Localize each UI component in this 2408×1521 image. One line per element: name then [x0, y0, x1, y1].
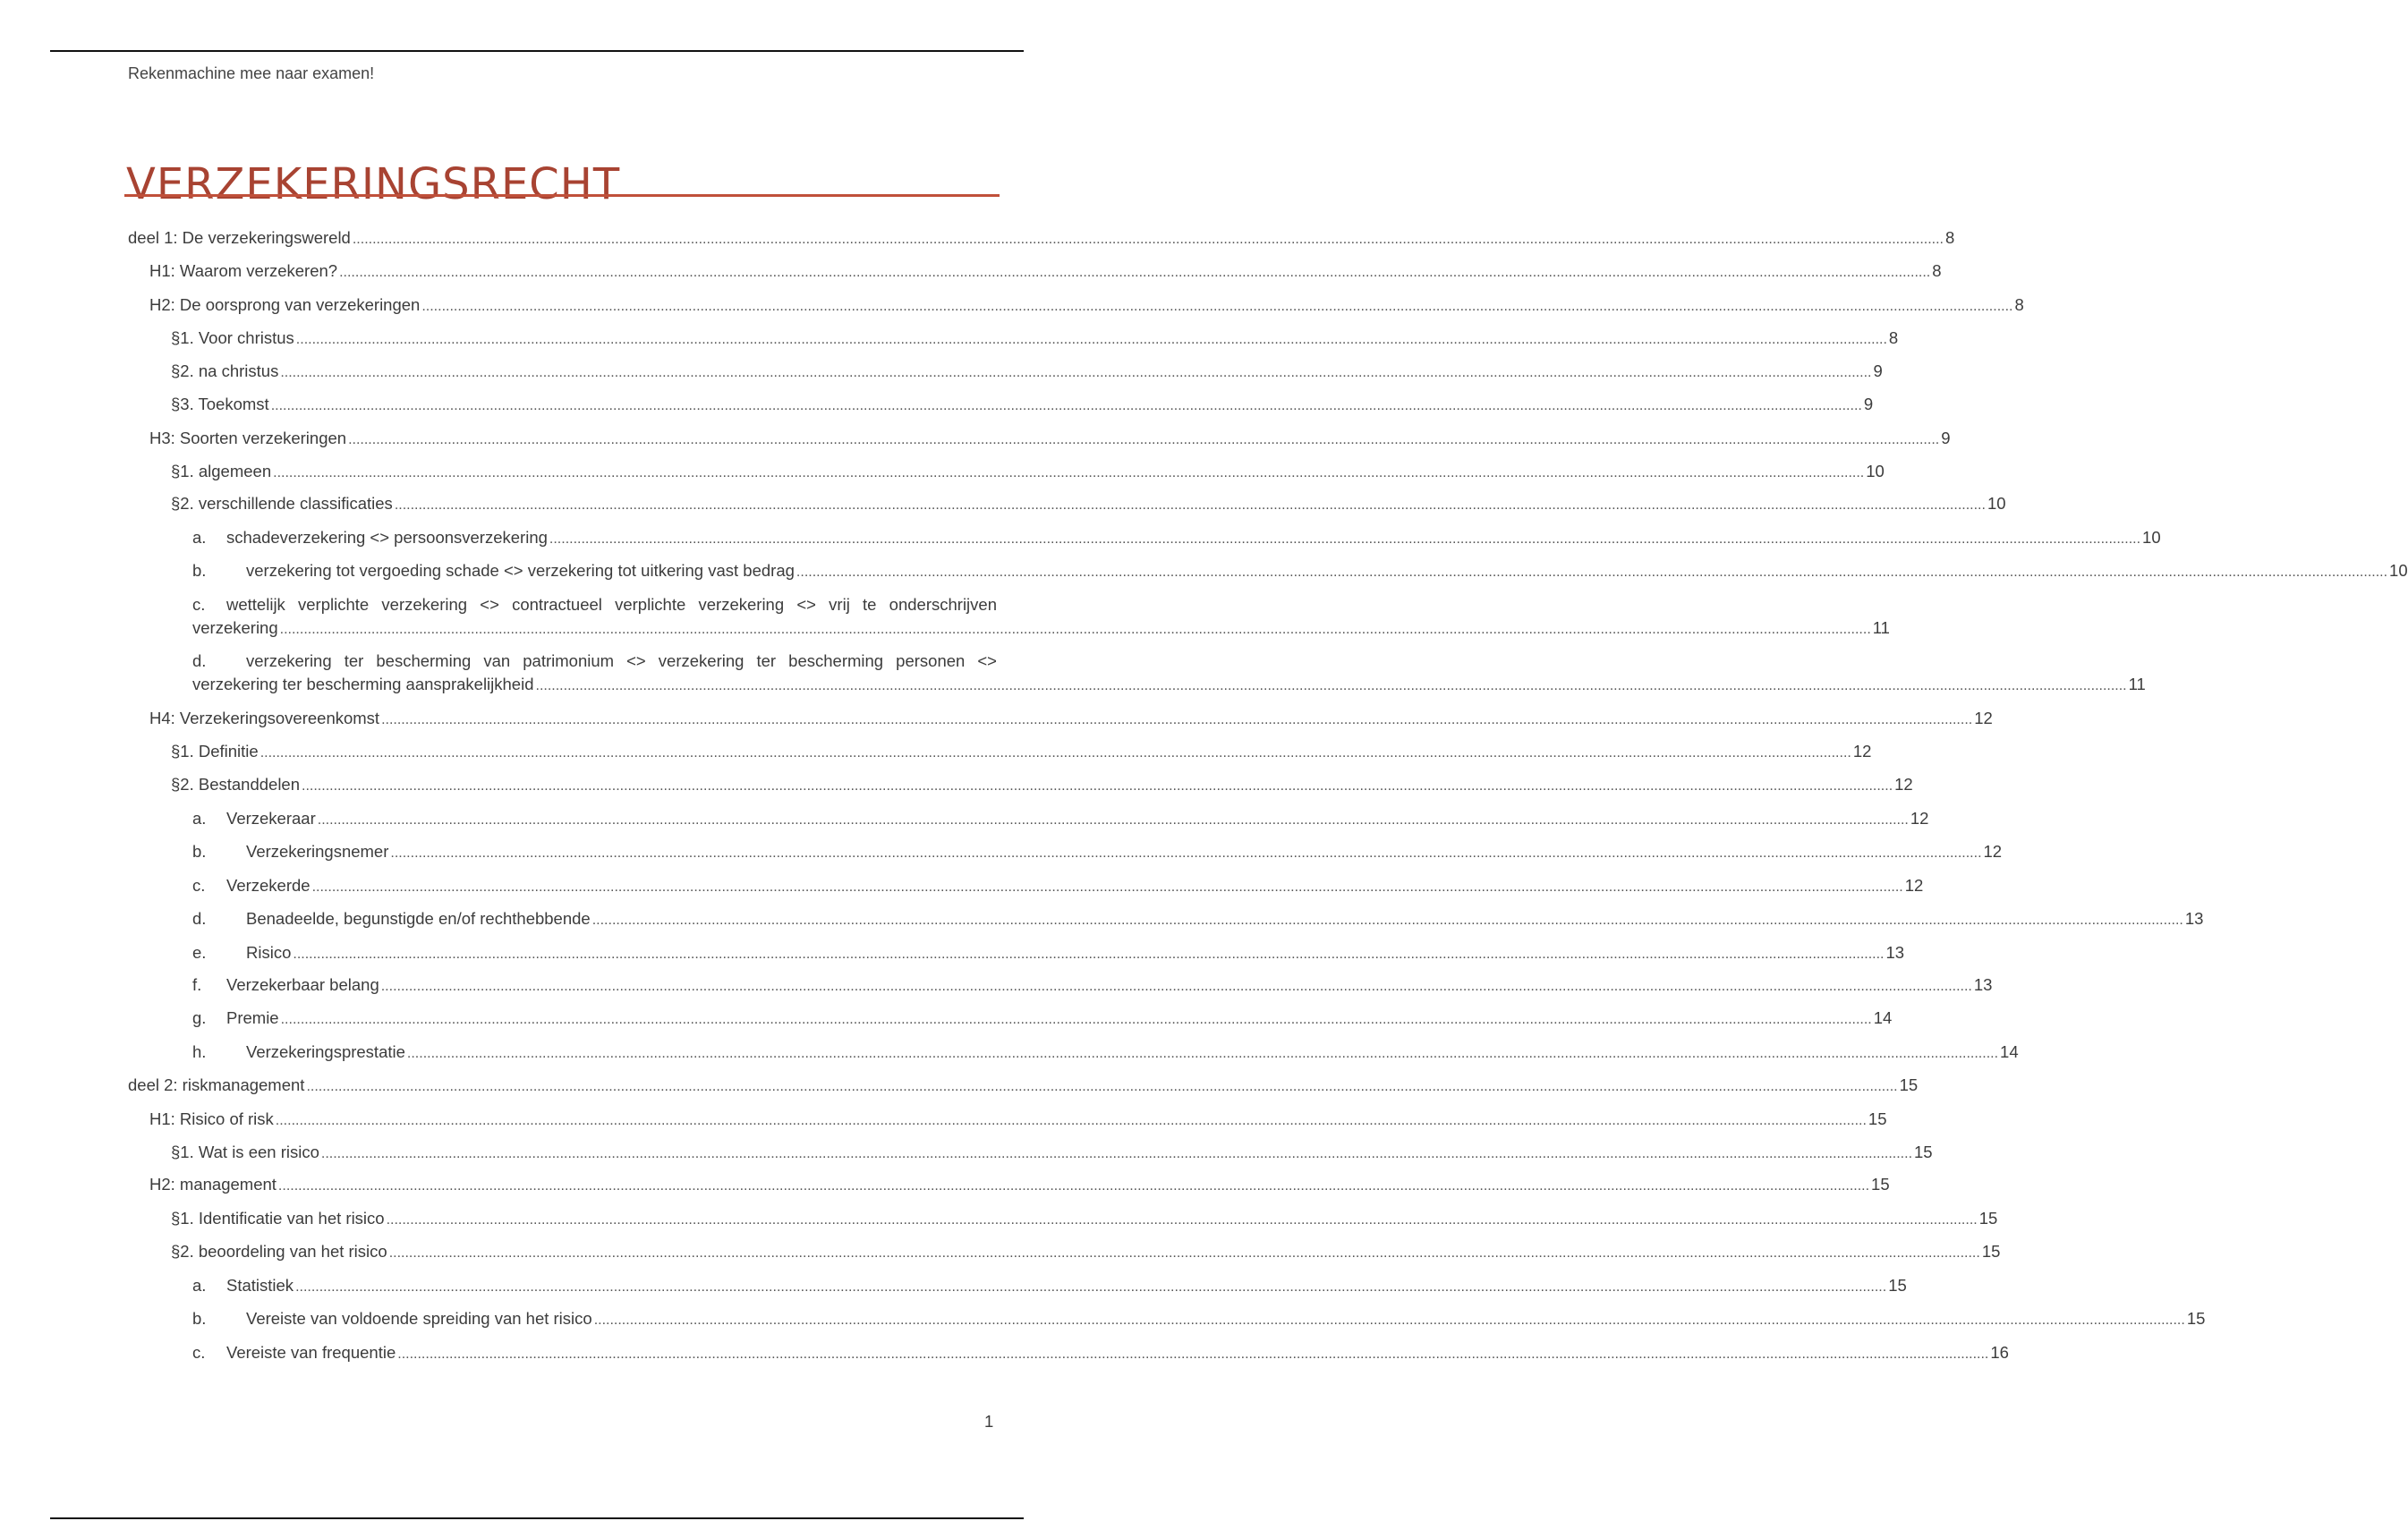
toc-label: §2. verschillende classificaties — [171, 494, 393, 513]
toc-leader: ................................................................................................................................................................................................................................................................................................................................................................................................................ — [388, 1245, 1980, 1261]
toc-label: §1. algemeen — [171, 462, 272, 480]
toc-leader: ................................................................................................................................................................................................................................................................................................................................................................................................................ — [397, 1347, 1989, 1362]
toc-entry[interactable] — [192, 941, 1905, 964]
toc-entry[interactable] — [171, 1207, 1998, 1230]
toc-page: 15 — [1868, 1109, 1887, 1128]
toc-label: H4: Verzekeringsovereenkomst — [149, 709, 380, 727]
toc-entry[interactable] — [171, 1141, 1933, 1164]
toc-entry[interactable] — [171, 327, 1899, 350]
toc-entry[interactable] — [149, 259, 1942, 283]
toc-page: 10 — [1987, 494, 2006, 513]
toc-page: 15 — [1981, 1242, 2001, 1261]
toc-label: Verzekeraar — [226, 809, 316, 828]
toc-label: H1: Waarom verzekeren? — [149, 261, 338, 280]
toc-entry[interactable] — [171, 1240, 2001, 1263]
toc-line-2 — [192, 616, 1890, 640]
toc-page: 10 — [2389, 561, 2408, 580]
toc-leader: ................................................................................................................................................................................................................................................................................................................................................................................................................ — [386, 1212, 1978, 1228]
toc-leader: ................................................................................................................................................................................................................................................................................................................................................................................................................ — [549, 531, 2141, 547]
toc-page: 12 — [1910, 809, 1929, 828]
toc-leader: ................................................................................................................................................................................................................................................................................................................................................................................................................ — [260, 745, 1851, 760]
toc-label: verzekering tot vergoeding schade <> verzekering tot uitkering vast bedrag — [246, 561, 795, 580]
toc-label: H1: Risico of risk — [149, 1109, 274, 1128]
toc-page: 12 — [1974, 709, 1993, 727]
toc-entry[interactable] — [171, 393, 1874, 416]
toc-page: 15 — [1888, 1276, 1907, 1295]
toc-line-2 — [192, 673, 2146, 696]
toc-leader: ................................................................................................................................................................................................................................................................................................................................................................................................................ — [273, 465, 1865, 480]
toc-label: §2. na christus — [171, 361, 279, 380]
toc-marker: c. — [192, 595, 206, 614]
toc-label: §1. Identificatie van het risico — [171, 1209, 385, 1228]
toc-page: 12 — [1894, 775, 1913, 794]
toc-leader: ................................................................................................................................................................................................................................................................................................................................................................................................................ — [293, 947, 1885, 962]
toc-entry[interactable] — [149, 293, 2024, 317]
toc-leader: ................................................................................................................................................................................................................................................................................................................................................................................................................ — [295, 1279, 1887, 1295]
toc-entry[interactable] — [149, 1108, 1887, 1131]
toc-leader: ................................................................................................................................................................................................................................................................................................................................................................................................................ — [591, 913, 2183, 928]
toc-entry[interactable] — [192, 840, 2003, 863]
toc-label-line2: verzekering — [192, 618, 278, 637]
toc-label: deel 1: De verzekeringswereld — [128, 228, 351, 247]
toc-leader: ................................................................................................................................................................................................................................................................................................................................................................................................................ — [280, 1012, 1872, 1027]
toc-page: 12 — [1904, 876, 1924, 895]
toc-page: 11 — [2128, 675, 2146, 693]
toc-label: schadeverzekering <> persoonsverzekering — [226, 528, 548, 547]
toc-label: §3. Toekomst — [171, 395, 269, 413]
toc-entry[interactable] — [171, 773, 1913, 796]
toc-marker: b. — [192, 842, 207, 861]
toc-entry[interactable] — [192, 1274, 1907, 1297]
toc-entry[interactable] — [149, 1173, 1890, 1196]
toc-leader: ................................................................................................................................................................................................................................................................................................................................................................................................................ — [352, 232, 1944, 247]
toc-page: 15 — [1871, 1175, 1890, 1194]
toc-leader: ................................................................................................................................................................................................................................................................................................................................................................................................................ — [348, 432, 1940, 447]
toc-page: 13 — [1973, 975, 1993, 994]
toc-page: 9 — [1873, 361, 1883, 380]
toc-leader: ................................................................................................................................................................................................................................................................................................................................................................................................................ — [279, 622, 1871, 637]
toc-label: deel 2: riskmanagement — [128, 1075, 305, 1094]
toc-page: 14 — [1873, 1008, 1893, 1027]
toc-label: Risico — [246, 943, 292, 962]
document-title: VERZEKERINGSRECHT — [126, 159, 621, 210]
toc-entry[interactable] — [192, 559, 2408, 582]
toc-leader: ................................................................................................................................................................................................................................................................................................................................................................................................................ — [277, 1178, 1870, 1194]
toc-page: 8 — [1888, 328, 1899, 347]
toc-label: §2. Bestanddelen — [171, 775, 301, 794]
toc-label: §1. Voor christus — [171, 328, 294, 347]
toc-marker: h. — [192, 1042, 207, 1061]
toc-page: 9 — [1941, 429, 1951, 447]
toc-leader: ................................................................................................................................................................................................................................................................................................................................................................................................................ — [306, 1079, 1898, 1094]
toc-page: 14 — [2000, 1042, 2019, 1061]
toc-page: 8 — [1932, 261, 1942, 280]
toc-entry[interactable] — [171, 360, 1883, 383]
toc-page: 13 — [1885, 943, 1905, 962]
toc-label: Verzekeringsprestatie — [246, 1042, 405, 1061]
bottom-border — [50, 1517, 1024, 1519]
toc-leader: ................................................................................................................................................................................................................................................................................................................................................................................................................ — [275, 1113, 1867, 1128]
toc-entry[interactable] — [192, 807, 1929, 830]
toc-page: 12 — [1852, 742, 1872, 760]
toc-marker: a. — [192, 809, 207, 828]
toc-marker: c. — [192, 1343, 206, 1362]
toc-entry[interactable] — [192, 907, 2204, 930]
toc-leader: ................................................................................................................................................................................................................................................................................................................................................................................................................ — [302, 778, 1893, 794]
toc-leader: ................................................................................................................................................................................................................................................................................................................................................................................................................ — [406, 1046, 1999, 1061]
toc-leader: ................................................................................................................................................................................................................................................................................................................................................................................................................ — [270, 398, 1862, 413]
toc-label: Benadeelde, begunstigde en/of rechthebbende — [246, 909, 591, 928]
toc-line-1 — [192, 593, 997, 616]
toc-leader: ................................................................................................................................................................................................................................................................................................................................................................................................................ — [796, 565, 2388, 580]
toc-leader: ................................................................................................................................................................................................................................................................................................................................................................................................................ — [339, 265, 1931, 280]
toc-entry[interactable] — [192, 874, 1924, 897]
toc-leader: ................................................................................................................................................................................................................................................................................................................................................................................................................ — [394, 497, 1986, 513]
toc-marker: d. — [192, 651, 207, 670]
toc-page: 16 — [1990, 1343, 2009, 1362]
toc-leader: ................................................................................................................................................................................................................................................................................................................................................................................................................ — [311, 879, 1903, 895]
toc-label-line1: verzekering ter bescherming van patrimonium <> verzekering ter bescherming personen <> — [246, 651, 997, 670]
toc-line-1 — [192, 650, 997, 673]
toc-label: Vereiste van voldoende spreiding van het risico — [246, 1309, 592, 1328]
toc-entry[interactable] — [192, 973, 1993, 997]
toc-label: §1. Wat is een risico — [171, 1143, 319, 1161]
toc-leader: ................................................................................................................................................................................................................................................................................................................................................................................................................ — [380, 979, 1972, 994]
toc-entry[interactable] — [192, 1007, 1893, 1030]
toc-entry-multiline[interactable] — [192, 650, 2146, 696]
toc-label: §1. Definitie — [171, 742, 259, 760]
toc-leader: ................................................................................................................................................................................................................................................................................................................................................................................................................ — [390, 845, 1982, 861]
toc-marker: b. — [192, 1309, 207, 1328]
toc-entry[interactable] — [171, 492, 2006, 515]
toc-leader: ................................................................................................................................................................................................................................................................................................................................................................................................................ — [280, 365, 1872, 380]
toc-entry[interactable] — [171, 740, 1872, 763]
toc-marker: b. — [192, 561, 207, 580]
toc-page: 8 — [2014, 295, 2024, 314]
toc-leader: ................................................................................................................................................................................................................................................................................................................................................................................................................ — [381, 712, 1973, 727]
toc-page: 9 — [1863, 395, 1874, 413]
toc-label: H2: De oorsprong van verzekeringen — [149, 295, 421, 314]
toc-label: §2. beoordeling van het risico — [171, 1242, 387, 1261]
toc-entry-multiline[interactable] — [192, 593, 1890, 640]
header-note: Rekenmachine mee naar examen! — [128, 64, 375, 82]
toc-page: 15 — [1978, 1209, 1998, 1228]
toc-label: Verzekeringsnemer — [246, 842, 389, 861]
toc-label: Verzekerde — [226, 876, 311, 895]
toc-leader: ................................................................................................................................................................................................................................................................................................................................................................................................................ — [535, 678, 2127, 693]
toc-marker: a. — [192, 528, 207, 547]
toc-page: 10 — [1866, 462, 1885, 480]
toc-leader: ................................................................................................................................................................................................................................................................................................................................................................................................................ — [295, 332, 1887, 347]
toc-entry[interactable] — [192, 1041, 2019, 1064]
toc-leader: ................................................................................................................................................................................................................................................................................................................................................................................................................ — [421, 299, 2013, 314]
toc-label: H2: management — [149, 1175, 277, 1194]
toc-page: 15 — [2186, 1309, 2206, 1328]
toc-marker: a. — [192, 1276, 207, 1295]
toc-page: 13 — [2184, 909, 2204, 928]
toc-marker: f. — [192, 975, 202, 994]
toc-marker: d. — [192, 909, 207, 928]
toc-marker: g. — [192, 1008, 207, 1027]
toc-page: 15 — [1899, 1075, 1919, 1094]
page-number: 1 — [984, 1412, 994, 1431]
toc-label: Vereiste van frequentie — [226, 1343, 396, 1362]
toc-entry[interactable] — [128, 226, 1955, 250]
toc-page: 10 — [2142, 528, 2161, 547]
toc-leader: ................................................................................................................................................................................................................................................................................................................................................................................................................ — [320, 1146, 1913, 1161]
toc-label-line2: verzekering ter bescherming aansprakelijkheid — [192, 675, 534, 693]
toc-marker: c. — [192, 876, 206, 895]
toc-page: 12 — [1983, 842, 2003, 861]
toc-entry[interactable] — [192, 1341, 2009, 1364]
toc-marker: e. — [192, 943, 207, 962]
toc-label: Statistiek — [226, 1276, 294, 1295]
toc-leader: ................................................................................................................................................................................................................................................................................................................................................................................................................ — [593, 1313, 2185, 1328]
toc-page: 15 — [1914, 1143, 1933, 1161]
toc-entry[interactable] — [128, 1074, 1919, 1097]
toc-entry[interactable] — [149, 707, 1993, 730]
toc-label-line1: wettelijk verplichte verzekering <> contractueel verplichte verzekering <> vrij te onderschrijven — [226, 595, 997, 614]
toc-label: H3: Soorten verzekeringen — [149, 429, 347, 447]
toc-label: Premie — [226, 1008, 279, 1027]
toc-entry[interactable] — [149, 427, 1951, 450]
toc-page: 11 — [1872, 618, 1890, 637]
toc-entry[interactable] — [192, 1307, 2206, 1330]
toc-entry[interactable] — [171, 460, 1885, 483]
toc-page: 8 — [1944, 228, 1955, 247]
toc-entry[interactable] — [192, 526, 2161, 549]
toc-leader: ................................................................................................................................................................................................................................................................................................................................................................................................................ — [317, 812, 1909, 828]
toc-label: Verzekerbaar belang — [226, 975, 379, 994]
